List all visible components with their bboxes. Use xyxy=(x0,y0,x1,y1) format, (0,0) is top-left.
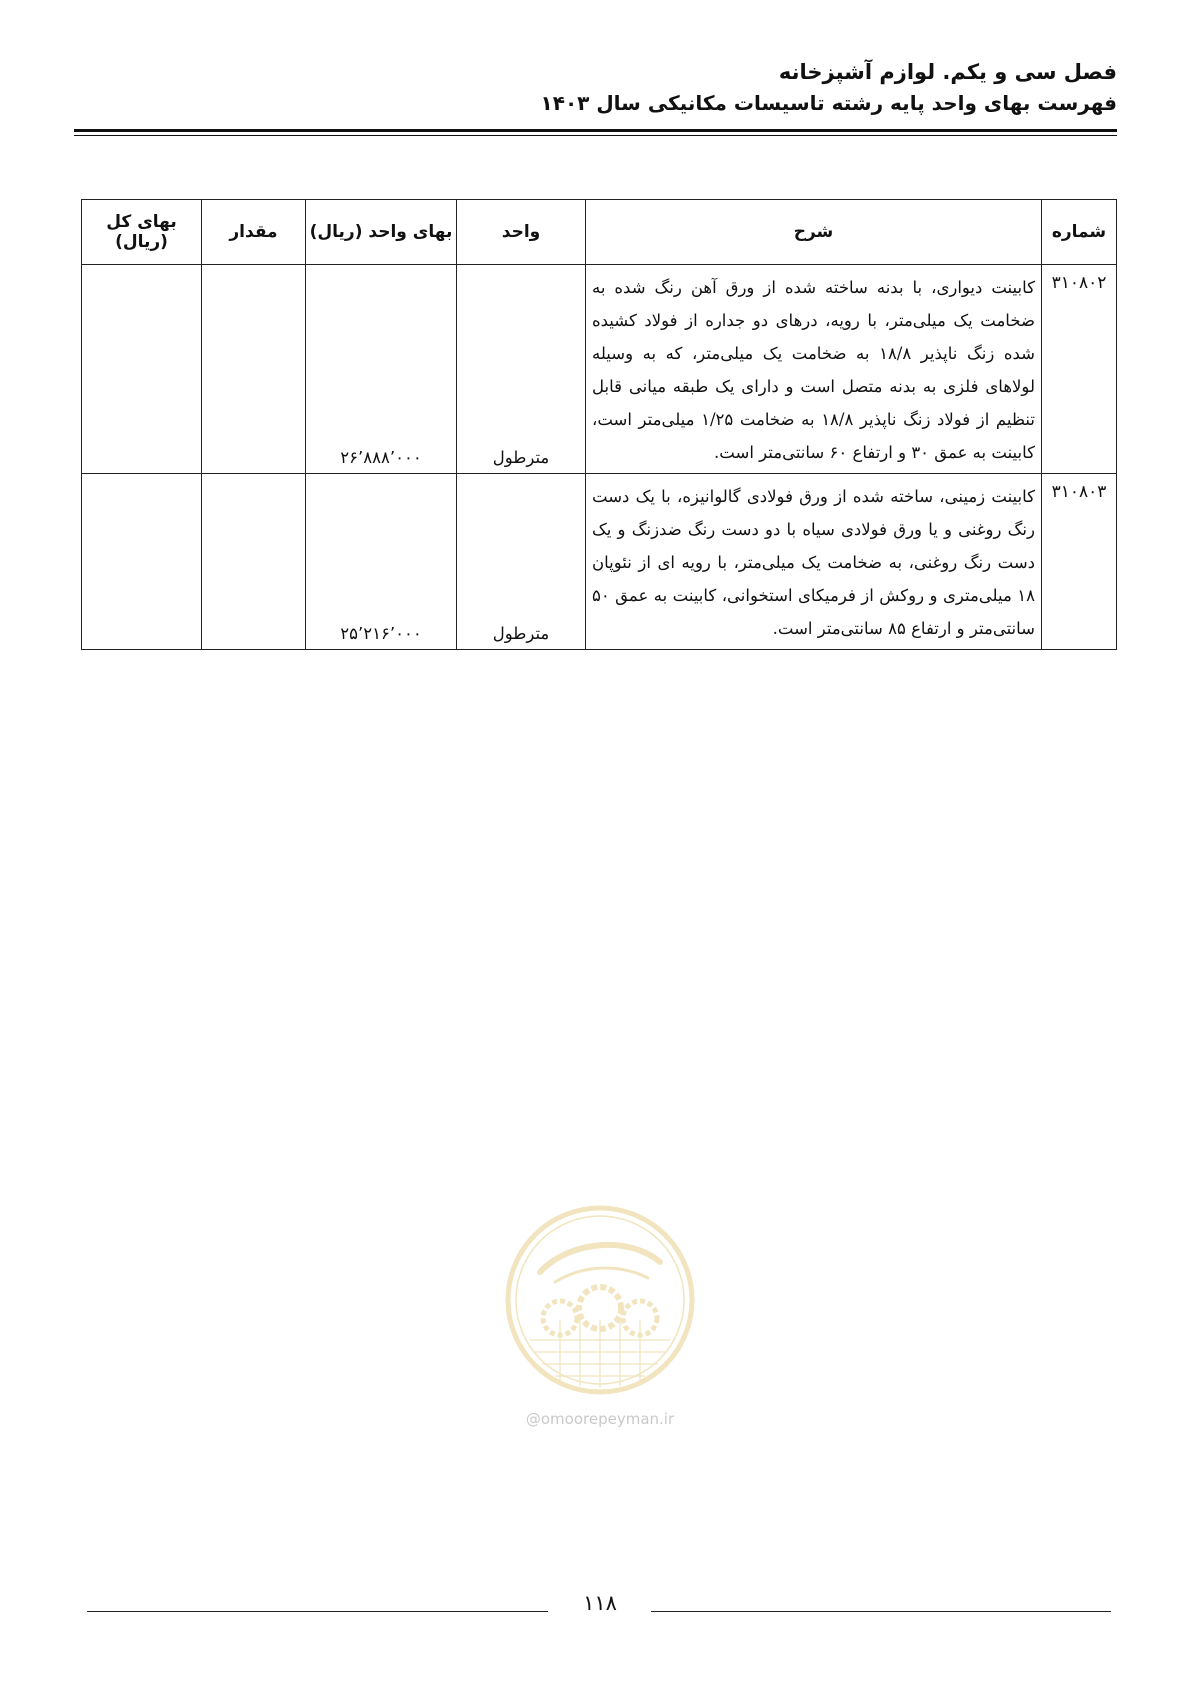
item-total-price xyxy=(82,265,202,474)
column-header-description: شرح xyxy=(586,200,1042,265)
item-quantity xyxy=(202,265,306,474)
header-divider-thick xyxy=(74,129,1117,132)
page-header xyxy=(74,56,1117,118)
price-table xyxy=(81,199,1117,650)
item-unit-price: ۲۶٬۸۸۸٬۰۰۰ xyxy=(306,265,457,474)
table-row xyxy=(82,474,1117,650)
table-row xyxy=(82,265,1117,474)
footer-divider-left xyxy=(87,1611,548,1612)
column-header-number: شماره xyxy=(1042,200,1117,265)
item-unit: مترطول xyxy=(457,474,586,650)
item-description: کابینت زمینی، ساخته شده از ورق فولادی گالوانیزه، با یک دست رنگ روغنی و یا ورق فولادی سیاه با دو دست رنگ ضدزنگ و یک دست رنگ روغنی، به ضخامت یک میلی‌متر، با رویه ای از نئوپان ۱۸ میلی‌متری و روکش از فرمیکای استخوانی، کابینت به عمق ۵۰ سانتی‌متر و ارتفاع ۸۵ سانتی‌متر است. xyxy=(586,474,1042,650)
table-header-row xyxy=(82,200,1117,265)
column-header-total-price: بهای کل (ریال) xyxy=(82,200,202,265)
item-total-price xyxy=(82,474,202,650)
item-number: ۳۱۰۸۰۳ xyxy=(1042,474,1117,650)
watermark-url: @omoorepeyman.ir xyxy=(525,1410,675,1428)
watermark xyxy=(500,1200,700,1428)
item-unit-price: ۲۵٬۲۱۶٬۰۰۰ xyxy=(306,474,457,650)
item-description: کابینت دیواری، با بدنه ساخته شده از ورق آهن رنگ شده به ضخامت یک میلی‌متر، با رویه، درهای دو جداره از فولاد کشیده شده زنگ ناپذیر ۱۸/۸ به ضخامت یک میلی‌متر، که به وسیله لولاهای فلزی به بدنه متصل است و دارای یک طبقه میانی قابل تنظیم از فولاد زنگ ناپذیر ۱۸/۸ به ضخامت ۱/۲۵ میلی‌متر است، کابینت به عمق ۳۰ و ارتفاع ۶۰ سانتی‌متر است. xyxy=(586,265,1042,474)
chapter-title: فصل سی و یکم. لوازم آشپزخانه xyxy=(778,60,1117,84)
column-header-unit-price: بهای واحد (ریال) xyxy=(306,200,457,265)
item-unit: مترطول xyxy=(457,265,586,474)
page-number: ۱۱۸ xyxy=(583,1591,617,1615)
watermark-logo xyxy=(500,1200,700,1400)
item-number: ۳۱۰۸۰۲ xyxy=(1042,265,1117,474)
header-divider-thin xyxy=(74,135,1117,136)
column-header-quantity: مقدار xyxy=(202,200,306,265)
item-quantity xyxy=(202,474,306,650)
footer-divider-right xyxy=(651,1611,1111,1612)
price-list-title: فهرست بهای واحد پایه رشته تاسیسات مکانیکی سال ۱۴۰۳ xyxy=(540,91,1117,115)
column-header-unit: واحد xyxy=(457,200,586,265)
